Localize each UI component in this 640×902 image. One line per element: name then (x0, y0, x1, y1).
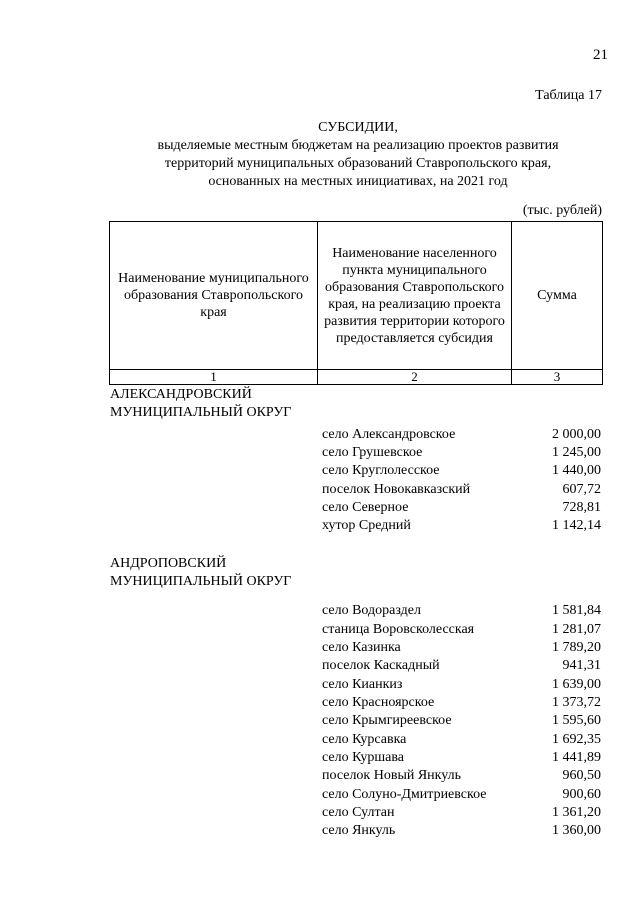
settlement-name: село Султан (322, 805, 395, 820)
title-line: основанных на местных инициативах, на 2021 год (208, 174, 508, 189)
amount-value: 1 581,84 (552, 603, 601, 618)
settlement-name: село Северное (322, 500, 409, 515)
table-row (110, 482, 602, 500)
column-number: 2 (318, 370, 512, 385)
table-row (110, 445, 602, 463)
amount-value: 1 595,60 (552, 713, 601, 728)
district-name-line: МУНИЦИПАЛЬНЫЙ ОКРУГ (110, 574, 292, 589)
table-row (110, 622, 602, 640)
document-title (0, 119, 640, 191)
table-row (110, 805, 602, 823)
column-number: 3 (512, 370, 603, 385)
amount-value: 1 440,00 (552, 463, 601, 478)
settlement-name: село Казинка (322, 640, 401, 655)
amount-value: 1 441,89 (552, 750, 601, 765)
table-row (110, 500, 602, 518)
title-line: выделяемые местным бюджетам на реализацию проектов развития (157, 138, 559, 153)
amount-value: 941,31 (562, 658, 601, 673)
settlement-name: поселок Каскадный (322, 658, 440, 673)
units-label: (тыс. рублей) (522, 203, 602, 218)
settlement-name: село Крымгиреевское (322, 713, 452, 728)
settlement-name: село Грушевское (322, 445, 423, 460)
amount-value: 960,50 (562, 768, 601, 783)
table-row (110, 518, 602, 536)
amount-value: 1 281,07 (552, 622, 601, 637)
district-name (110, 555, 291, 591)
settlement-name: село Александровское (322, 427, 456, 442)
amount-value: 1 639,00 (552, 677, 601, 692)
table-row (110, 768, 602, 786)
amount-value: 2 000,00 (552, 427, 601, 442)
amount-value: 1 245,00 (552, 445, 601, 460)
table-label: Таблица 17 (535, 88, 602, 103)
table-row (110, 695, 602, 713)
amount-value: 1 373,72 (552, 695, 601, 710)
column-header-municipality: Наименование муниципального образования Ставропольского края (110, 222, 318, 370)
amount-value: 1 142,14 (552, 518, 601, 533)
table-row (110, 750, 602, 768)
title-line: СУБСИДИИ, (318, 120, 398, 135)
column-number: 1 (110, 370, 318, 385)
table-header (109, 221, 603, 385)
settlement-name: село Кианкиз (322, 677, 403, 692)
settlement-name: поселок Новокавказский (322, 482, 471, 497)
column-header-settlement: Наименование населенного пункта муниципального образования Ставропольского края, на реализацию проекта развития территории которого предоставляется субсидия (318, 222, 512, 370)
district-name-line: АЛЕКСАНДРОВСКИЙ (110, 387, 252, 402)
settlement-name: село Водораздел (322, 603, 421, 618)
amount-value: 1 360,00 (552, 823, 601, 838)
settlement-name: поселок Новый Янкуль (322, 768, 462, 783)
settlement-name: село Красноярское (322, 695, 435, 710)
table-row (110, 677, 602, 695)
table-row (110, 640, 602, 658)
amount-value: 607,72 (562, 482, 601, 497)
table-row (110, 658, 602, 676)
settlement-name: село Солуно-Дмитриевское (322, 787, 487, 802)
title-line: территорий муниципальных образований Ставропольского края, (164, 156, 552, 171)
settlement-name: село Куршава (322, 750, 405, 765)
district-name-line: АНДРОПОВСКИЙ (110, 556, 227, 571)
amount-value: 1 692,35 (552, 732, 601, 747)
page-number: 21 (593, 47, 608, 63)
amount-value: 1 789,20 (552, 640, 601, 655)
amount-value: 1 361,20 (552, 805, 601, 820)
settlement-name: хутор Средний (322, 518, 411, 533)
district-name-line: МУНИЦИПАЛЬНЫЙ ОКРУГ (110, 405, 292, 420)
amount-value: 900,60 (562, 787, 601, 802)
table-row (110, 427, 602, 445)
settlement-name: село Янкуль (322, 823, 396, 838)
table-row (110, 823, 602, 841)
table-row (110, 732, 602, 750)
settlement-name: станица Воровсколесская (322, 622, 475, 637)
settlement-name: село Круглолесское (322, 463, 440, 478)
table-row (110, 713, 602, 731)
settlement-name: село Курсавка (322, 732, 407, 747)
table-row (110, 787, 602, 805)
table-row (110, 463, 602, 481)
column-header-amount: Сумма (512, 222, 603, 370)
table-row (110, 603, 602, 621)
district-name (110, 386, 291, 422)
amount-value: 728,81 (562, 500, 601, 515)
